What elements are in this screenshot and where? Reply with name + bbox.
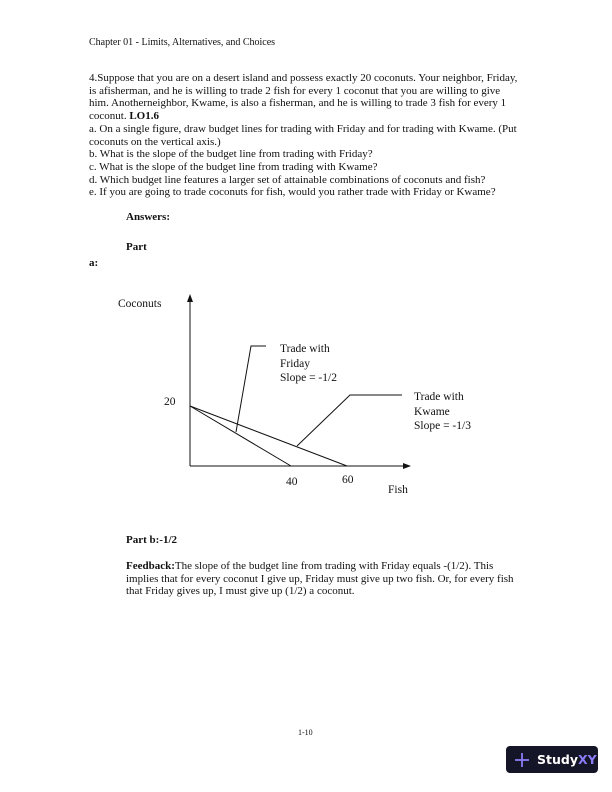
- question-line: coconut.: [89, 110, 130, 123]
- question-line: is afisherman, and he is willing to trade 2 fish for every 1 coconut that you are willing to give: [89, 84, 501, 97]
- x-tick-60: 60: [342, 474, 354, 486]
- question-line: him. Anotherneighbor, Kwame, is also a fisherman, and he is willing to trade 3 fish for every 1: [89, 97, 507, 110]
- feedback-line: implies that for every coconut I give up, Friday must give up two fish. Or, for every fish: [126, 572, 514, 585]
- annotation-line: Trade with: [280, 343, 330, 355]
- annotation-line: Trade with: [414, 391, 464, 403]
- x-axis-label: Fish: [388, 484, 408, 496]
- feedback-line: The slope of the budget line from trading with Friday equals -(1/2). This: [174, 560, 494, 572]
- y-tick-20: 20: [164, 396, 176, 408]
- answers-heading: Answers:: [126, 211, 170, 223]
- question-part-b: b. What is the slope of the budget line from trading with Friday?: [89, 148, 373, 161]
- x-axis-arrow-icon: [403, 463, 411, 469]
- friday-annotation: [280, 342, 337, 386]
- question-part-c: c. What is the slope of the budget line from trading with Kwame?: [89, 160, 378, 173]
- question-part-a: a. On a single figure, draw budget lines for trading with Friday and for trading with Kwame. (Put: [89, 122, 517, 135]
- studyxy-logo[interactable]: [506, 746, 598, 773]
- annotation-line: Slope = -1/2: [280, 372, 337, 384]
- feedback-line: that Friday gives up, I must give up (1/2) a coconut.: [126, 585, 355, 598]
- question-part-d: d. Which budget line features a larger set of attainable combinations of coconuts and fish?: [89, 173, 486, 186]
- y-axis-arrow-icon: [187, 294, 193, 302]
- annotation-line: Kwame: [414, 405, 450, 418]
- annotation-line: Friday: [280, 357, 311, 370]
- brand-name: Study: [537, 752, 578, 767]
- annotation-line: Slope = -1/3: [414, 420, 471, 432]
- kwame-annotation: [414, 390, 471, 434]
- part-b-value: -1/2: [159, 534, 178, 546]
- part-a-label-cont: a:: [89, 257, 99, 269]
- friday-budget-line: [190, 406, 291, 466]
- plus-icon: [512, 750, 532, 770]
- question-part-a-cont: coconuts on the vertical axis.): [89, 135, 221, 148]
- brand-name-accent: XY: [577, 752, 597, 767]
- x-tick-40: 40: [286, 476, 298, 488]
- question-part-e: e. If you are going to trade coconuts for fish, would you rather trade with Friday or Kwame?: [89, 186, 496, 199]
- kwame-leader-line: [297, 395, 402, 446]
- learning-objective-tag: LO1.6: [129, 110, 159, 123]
- part-a-label: Part: [126, 241, 147, 253]
- page-number: 1-10: [298, 728, 313, 737]
- kwame-budget-line: [190, 406, 347, 466]
- part-b-answer: [126, 534, 177, 546]
- chapter-header: Chapter 01 - Limits, Alternatives, and Choices: [89, 37, 276, 48]
- y-axis-label: Coconuts: [118, 298, 162, 310]
- feedback: [126, 560, 514, 598]
- part-b-label: Part b:: [126, 534, 160, 546]
- feedback-label: Feedback:: [126, 560, 175, 572]
- friday-leader-line: [236, 346, 266, 432]
- question-line: 4.Suppose that you are on a desert island and possess exactly 20 coconuts. Your neighbor, Friday,: [89, 72, 518, 84]
